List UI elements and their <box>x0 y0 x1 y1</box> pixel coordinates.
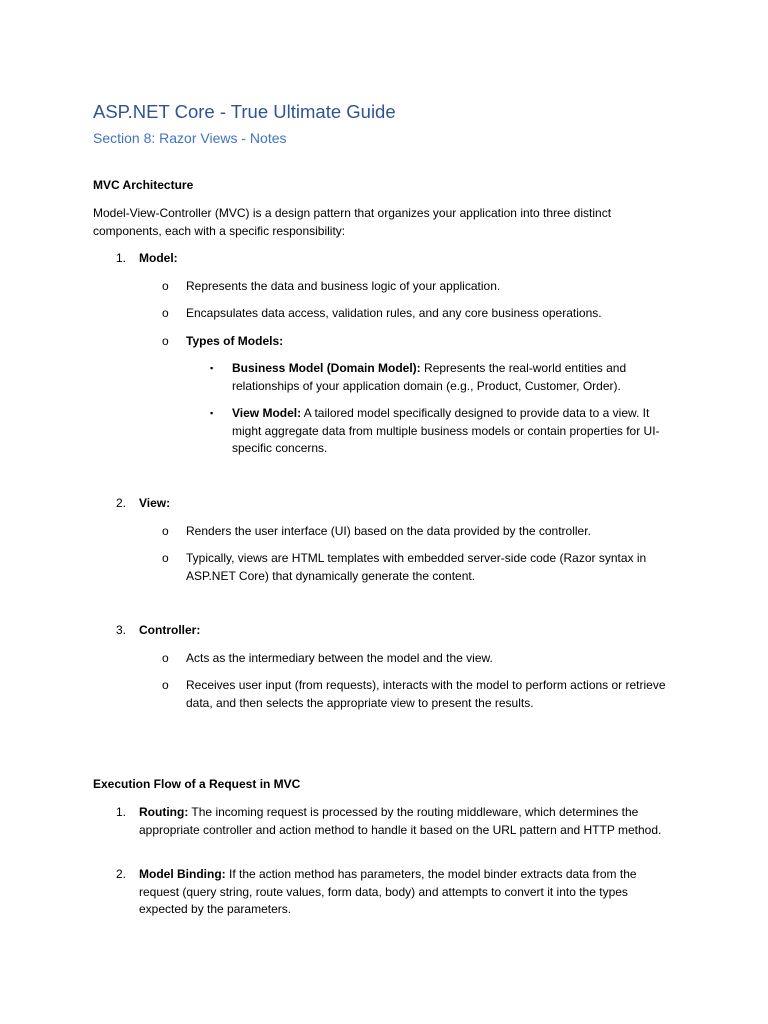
mvc-architecture-heading: MVC Architecture <box>93 178 194 192</box>
list-number-controller: 3. <box>116 623 127 637</box>
list-number-model: 1. <box>116 251 127 265</box>
view-label: View: <box>139 496 171 510</box>
circle-bullet-icon: o <box>162 651 169 665</box>
document-subtitle: Section 8: Razor Views - Notes <box>93 130 287 146</box>
controller-bullet-receives: Receives user input (from requests), interacts with the model to perform actions or retrieve data, and then selects the appropriate view to present the results. <box>186 678 666 710</box>
list-number-routing: 1. <box>116 805 127 819</box>
model-binding-text: If the action method has parameters, the model binder extracts data from the request (query string, route values, form data, body) and attempts to convert it into the types expected by the parameters. <box>139 867 637 916</box>
document-title: ASP.NET Core - True Ultimate Guide <box>93 101 396 122</box>
list-number-model-binding: 2. <box>116 867 127 881</box>
business-model-text: Represents the real-world entities and relationships of your application domain (e.g., Product, Customer, Order). <box>232 361 627 393</box>
circle-bullet-icon: o <box>162 306 169 320</box>
view-bullet-renders: Renders the user interface (UI) based on the data provided by the controller. <box>186 524 591 538</box>
view-model-text: A tailored model specifically designed to provide data to a view. It might aggregate data from multiple business models or contain properties for UI-specific concerns. <box>232 406 660 455</box>
model-binding-label: Model Binding: <box>139 867 226 881</box>
square-bullet-icon: ▪ <box>210 408 214 418</box>
circle-bullet-icon: o <box>162 678 169 692</box>
business-model-item <box>232 360 672 395</box>
routing-label: Routing: <box>139 805 189 819</box>
routing-step <box>139 804 679 839</box>
view-bullet-templates: Typically, views are HTML templates with embedded server-side code (Razor syntax in ASP.NET Core) that dynamically generate the content. <box>186 551 647 583</box>
business-model-label: Business Model (Domain Model): <box>232 361 421 375</box>
controller-label: Controller: <box>139 623 201 637</box>
model-bullet-data-logic: Represents the data and business logic of your application. <box>186 279 501 293</box>
types-of-models-label: Types of Models: <box>186 334 284 348</box>
circle-bullet-icon: o <box>162 279 169 293</box>
execution-flow-heading: Execution Flow of a Request in MVC <box>93 777 301 791</box>
view-model-label: View Model: <box>232 406 302 420</box>
model-bullet-encapsulates: Encapsulates data access, validation rules, and any core business operations. <box>186 306 602 320</box>
list-number-view: 2. <box>116 496 127 510</box>
circle-bullet-icon: o <box>162 551 169 565</box>
view-model-item <box>232 405 672 458</box>
circle-bullet-icon: o <box>162 334 169 348</box>
routing-text: The incoming request is processed by the routing middleware, which determines the appropriate controller and action method to handle it based on the URL pattern and HTTP method. <box>139 805 662 837</box>
mvc-intro-paragraph: Model-View-Controller (MVC) is a design pattern that organizes your application into three distinct components, each with a specific responsibility: <box>93 206 612 238</box>
controller-bullet-intermediary: Acts as the intermediary between the model and the view. <box>186 651 493 665</box>
model-label: Model: <box>139 251 178 265</box>
square-bullet-icon: ▪ <box>210 363 214 373</box>
model-binding-step <box>139 866 679 919</box>
circle-bullet-icon: o <box>162 524 169 538</box>
